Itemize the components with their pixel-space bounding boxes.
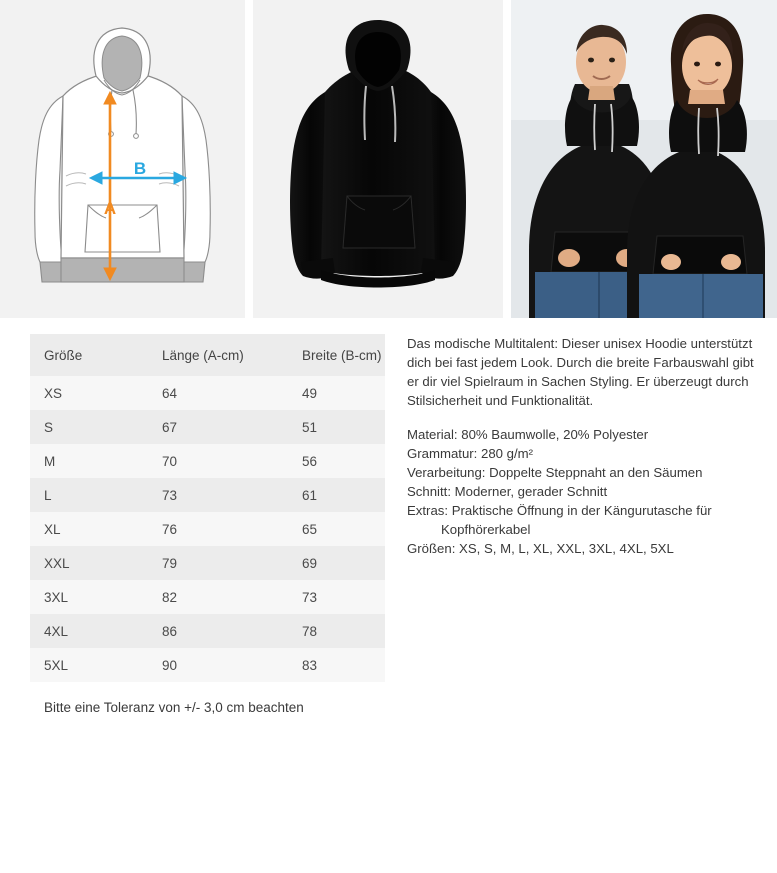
table-row (30, 512, 385, 546)
tolerance-note: Bitte eine Toleranz von +/- 3,0 cm beachten (44, 700, 304, 715)
cell-length: 70 (162, 453, 178, 469)
dimension-label-b: B (133, 159, 147, 178)
spec-extras: Extras: Praktische Öffnung in der Kängurutasche für (407, 503, 712, 519)
table-row (30, 376, 385, 410)
table-row (30, 580, 385, 614)
specs-list (407, 425, 767, 559)
table-row (30, 410, 385, 444)
cell-size: 5XL (44, 657, 69, 673)
cell-width: 51 (302, 419, 318, 435)
spec-construction: Verarbeitung: Doppelte Steppnaht an den Säumen (407, 464, 703, 480)
table-header-row (30, 334, 385, 376)
cell-width: 69 (302, 555, 318, 571)
cell-size: L (44, 487, 52, 503)
dimension-label-a: A (103, 199, 117, 218)
product-image-row (0, 0, 777, 318)
model-photo-two-people (511, 0, 777, 318)
model-photo-panel (511, 0, 777, 318)
description-intro: Das modische Multitalent: Dieser unisex Hoodie unterstützt dich bei fast jedem Look. Durch die breite Farbauswahl gibt er dir viel Spielraum in Sachen Styling. Er überzeugt durch Stilsicherheit und Funktionalität. (407, 336, 754, 409)
cell-size: S (44, 419, 54, 435)
cell-width: 56 (302, 453, 318, 469)
cell-width: 49 (302, 385, 318, 401)
size-table-wrapper (30, 334, 385, 715)
col-header-size: Größe (44, 347, 83, 363)
cell-size: XS (44, 385, 63, 401)
technical-drawing-panel (0, 0, 245, 318)
cell-size: M (44, 453, 56, 469)
table-row (30, 478, 385, 512)
cell-width: 61 (302, 487, 318, 503)
cell-length: 90 (162, 657, 178, 673)
cell-length: 64 (162, 385, 178, 401)
cell-width: 83 (302, 657, 318, 673)
cell-size: XXL (44, 555, 70, 571)
cell-length: 82 (162, 589, 178, 605)
cell-size: 3XL (44, 589, 69, 605)
spec-weight: Grammatur: 280 g/m² (407, 445, 534, 461)
cell-length: 86 (162, 623, 178, 639)
cell-length: 76 (162, 521, 178, 537)
cell-length: 67 (162, 419, 178, 435)
spec-fit: Schnitt: Moderner, gerader Schnitt (407, 483, 608, 499)
table-row (30, 614, 385, 648)
table-row (30, 444, 385, 478)
spec-material: Material: 80% Baumwolle, 20% Polyester (407, 426, 649, 442)
col-header-width: Breite (B-cm) (302, 347, 382, 363)
table-row (30, 648, 385, 682)
cell-width: 65 (302, 521, 318, 537)
spec-sizes: Größen: XS, S, M, L, XL, XXL, 3XL, 4XL, 5XL (407, 541, 674, 557)
spec-extras-continuation: Kopfhörerkabel (441, 522, 531, 538)
size-table (30, 334, 385, 682)
cell-size: XL (44, 521, 61, 537)
lower-content (0, 334, 777, 715)
cell-length: 73 (162, 487, 178, 503)
cell-width: 78 (302, 623, 318, 639)
table-row (30, 546, 385, 580)
product-description (407, 334, 767, 559)
cell-width: 73 (302, 589, 318, 605)
studio-photo-panel (253, 0, 503, 318)
studio-photo-black-hoodie (253, 0, 503, 318)
cell-length: 79 (162, 555, 178, 571)
technical-drawing-hoodie (0, 0, 245, 318)
col-header-length: Länge (A-cm) (162, 347, 244, 363)
cell-size: 4XL (44, 623, 69, 639)
